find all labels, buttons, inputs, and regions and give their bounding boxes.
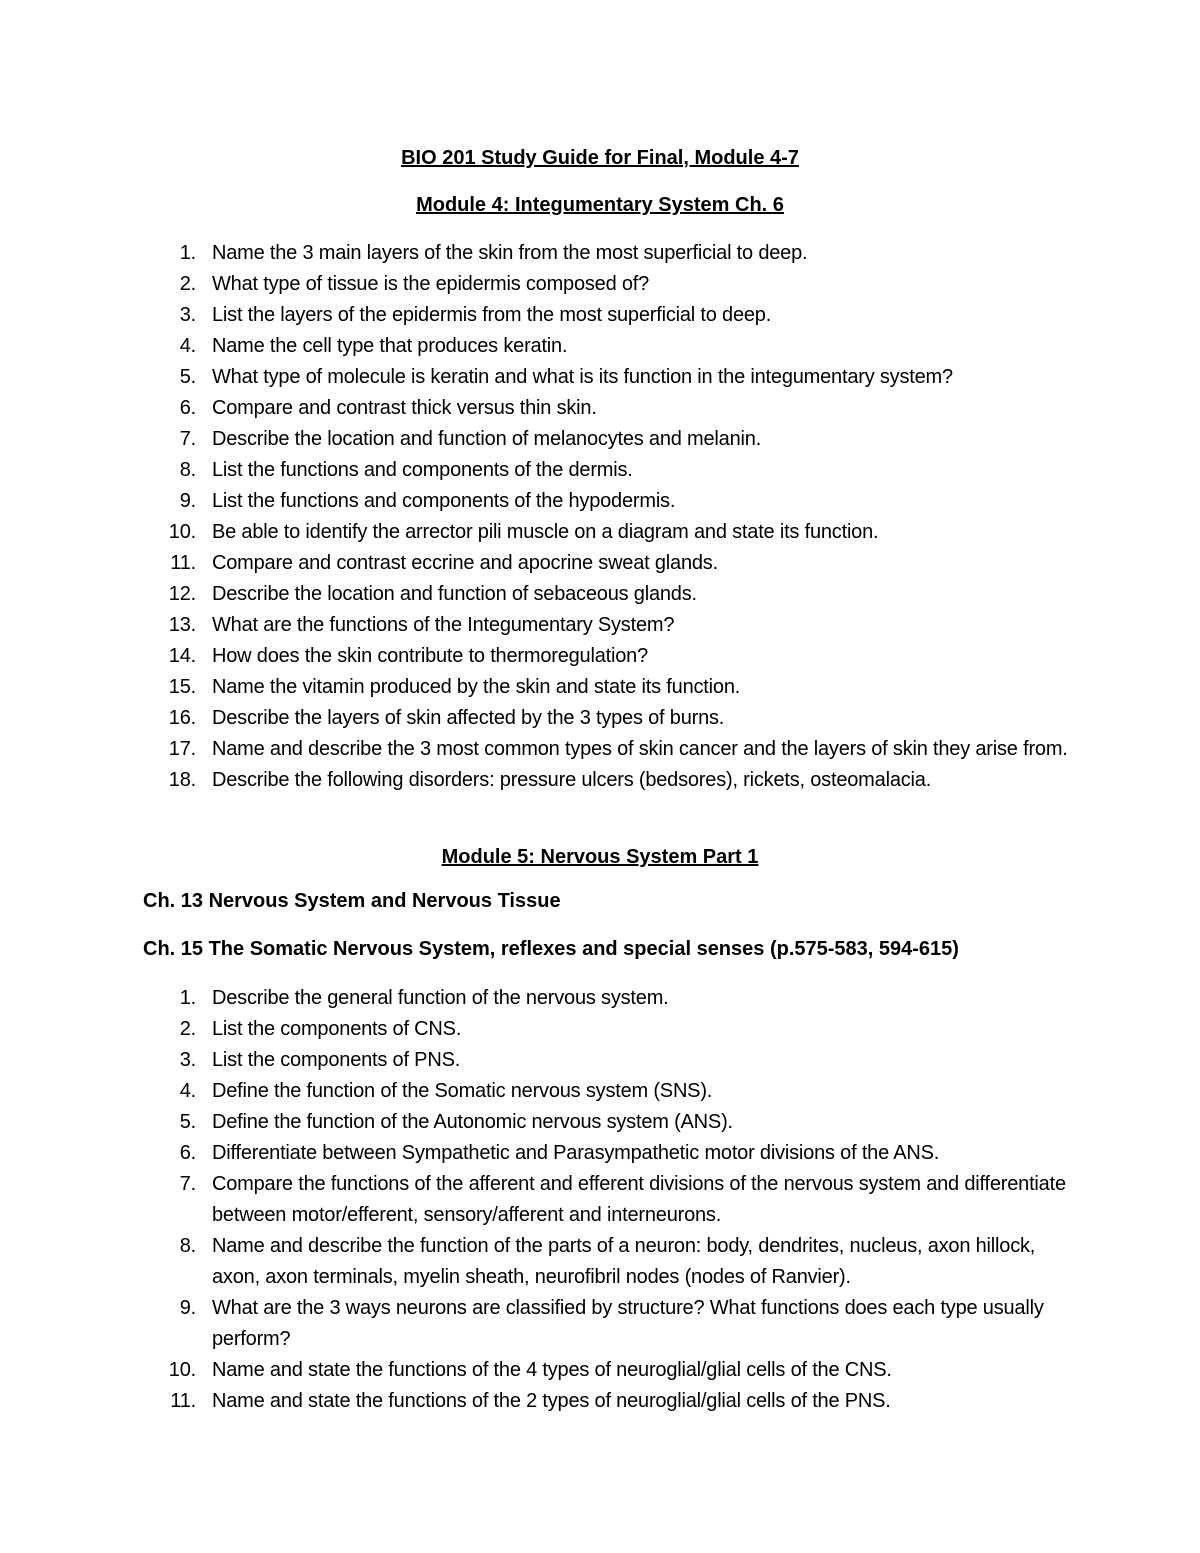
question-text: List the functions and components of the dermis. xyxy=(212,459,633,481)
question-text: Name and describe the 3 most common types of skin cancer and the layers of skin they arise from. xyxy=(212,738,1068,760)
list-item xyxy=(0,1014,1082,1045)
question-text: Describe the location and function of sebaceous glands. xyxy=(212,583,697,605)
list-item xyxy=(0,517,1082,548)
question-text: Compare and contrast eccrine and apocrine sweat glands. xyxy=(212,552,718,574)
question-text: Describe the following disorders: pressure ulcers (bedsores), rickets, osteomalacia. xyxy=(212,769,932,791)
list-item xyxy=(0,269,1082,300)
question-number: 17. xyxy=(168,738,196,760)
question-number: 18. xyxy=(168,769,196,791)
question-text: Compare the functions of the afferent and efferent divisions of the nervous system and differentiate between motor/efferent, sensory/afferent and interneurons. xyxy=(212,1173,1066,1226)
list-item xyxy=(0,486,1082,517)
question-text: What are the 3 ways neurons are classified by structure? What functions does each type usually perform? xyxy=(212,1297,1044,1350)
question-text: Name the cell type that produces keratin. xyxy=(212,335,568,357)
question-text: Compare and contrast thick versus thin skin. xyxy=(212,397,597,419)
question-number: 16. xyxy=(168,707,196,729)
question-number: 9. xyxy=(179,1297,196,1319)
question-number: 11. xyxy=(170,552,196,574)
list-item xyxy=(0,1293,1082,1355)
question-text: What are the functions of the Integumentary System? xyxy=(212,614,675,636)
list-item xyxy=(0,362,1082,393)
list-item xyxy=(0,703,1082,734)
question-number: 12. xyxy=(168,583,196,605)
question-text: Name and state the functions of the 4 types of neuroglial/glial cells of the CNS. xyxy=(212,1359,892,1381)
question-text: Name the vitamin produced by the skin and state its function. xyxy=(212,676,741,698)
module4-question-list xyxy=(0,238,1082,796)
question-text: List the layers of the epidermis from the most superficial to deep. xyxy=(212,304,772,326)
question-text: Describe the general function of the nervous system. xyxy=(212,987,669,1009)
question-number: 6. xyxy=(179,1142,196,1164)
question-number: 14. xyxy=(168,645,196,667)
question-text: List the functions and components of the hypodermis. xyxy=(212,490,676,512)
list-item xyxy=(0,1169,1082,1231)
list-item xyxy=(0,424,1082,455)
question-number: 1. xyxy=(179,242,196,264)
list-item xyxy=(0,641,1082,672)
question-number: 4. xyxy=(179,1080,196,1102)
question-number: 3. xyxy=(179,1049,196,1071)
question-text: Describe the location and function of melanocytes and melanin. xyxy=(212,428,762,450)
question-number: 7. xyxy=(179,1173,196,1195)
question-number: 5. xyxy=(179,366,196,388)
question-number: 13. xyxy=(168,614,196,636)
chapter-13-heading: Ch. 13 Nervous System and Nervous Tissue xyxy=(143,890,561,912)
list-item xyxy=(0,1045,1082,1076)
list-item xyxy=(0,1138,1082,1169)
question-text: Be able to identify the arrector pili muscle on a diagram and state its function. xyxy=(212,521,879,543)
list-item xyxy=(0,331,1082,362)
list-item xyxy=(0,548,1082,579)
question-text: Name the 3 main layers of the skin from the most superficial to deep. xyxy=(212,242,808,264)
question-number: 10. xyxy=(168,521,196,543)
question-number: 4. xyxy=(179,335,196,357)
question-number: 2. xyxy=(179,273,196,295)
question-text: Describe the layers of skin affected by the 3 types of burns. xyxy=(212,707,725,729)
question-text: What type of molecule is keratin and what is its function in the integumentary system? xyxy=(212,366,953,388)
list-item xyxy=(0,238,1082,269)
question-number: 11. xyxy=(170,1390,196,1412)
list-item xyxy=(0,393,1082,424)
question-number: 8. xyxy=(179,459,196,481)
question-number: 1. xyxy=(179,987,196,1009)
question-text: What type of tissue is the epidermis composed of? xyxy=(212,273,650,295)
question-text: List the components of CNS. xyxy=(212,1018,462,1040)
question-number: 9. xyxy=(179,490,196,512)
list-item xyxy=(0,1107,1082,1138)
question-text: Name and state the functions of the 2 types of neuroglial/glial cells of the PNS. xyxy=(212,1390,891,1412)
list-item xyxy=(0,765,1082,796)
module5-question-list xyxy=(0,983,1082,1417)
list-item xyxy=(0,734,1082,765)
question-number: 15. xyxy=(168,676,196,698)
module4-heading: Module 4: Integumentary System Ch. 6 xyxy=(416,194,784,216)
question-text: How does the skin contribute to thermoregulation? xyxy=(212,645,649,667)
chapter-15-heading: Ch. 15 The Somatic Nervous System, reflexes and special senses (p.575-583, 594-615) xyxy=(143,938,959,960)
list-item xyxy=(0,610,1082,641)
list-item xyxy=(0,1355,1082,1386)
list-item xyxy=(0,983,1082,1014)
list-item xyxy=(0,1231,1082,1293)
question-number: 8. xyxy=(179,1235,196,1257)
question-number: 10. xyxy=(168,1359,196,1381)
list-item xyxy=(0,300,1082,331)
question-number: 5. xyxy=(179,1111,196,1133)
question-text: List the components of PNS. xyxy=(212,1049,461,1071)
question-number: 6. xyxy=(179,397,196,419)
list-item xyxy=(0,672,1082,703)
list-item xyxy=(0,455,1082,486)
question-text: Differentiate between Sympathetic and Parasympathetic motor divisions of the ANS. xyxy=(212,1142,940,1164)
question-number: 2. xyxy=(179,1018,196,1040)
list-item xyxy=(0,1076,1082,1107)
document-title: BIO 201 Study Guide for Final, Module 4-7 xyxy=(401,147,799,169)
question-number: 3. xyxy=(179,304,196,326)
question-text: Name and describe the function of the parts of a neuron: body, dendrites, nucleus, axon hillock, axon, axon terminals, myelin sheath, neurofibril nodes (nodes of Ranvier). xyxy=(212,1235,1036,1288)
list-item xyxy=(0,1386,1082,1417)
question-text: Define the function of the Somatic nervous system (SNS). xyxy=(212,1080,713,1102)
module5-heading: Module 5: Nervous System Part 1 xyxy=(441,846,759,868)
question-text: Define the function of the Autonomic nervous system (ANS). xyxy=(212,1111,733,1133)
question-number: 7. xyxy=(179,428,196,450)
list-item xyxy=(0,579,1082,610)
